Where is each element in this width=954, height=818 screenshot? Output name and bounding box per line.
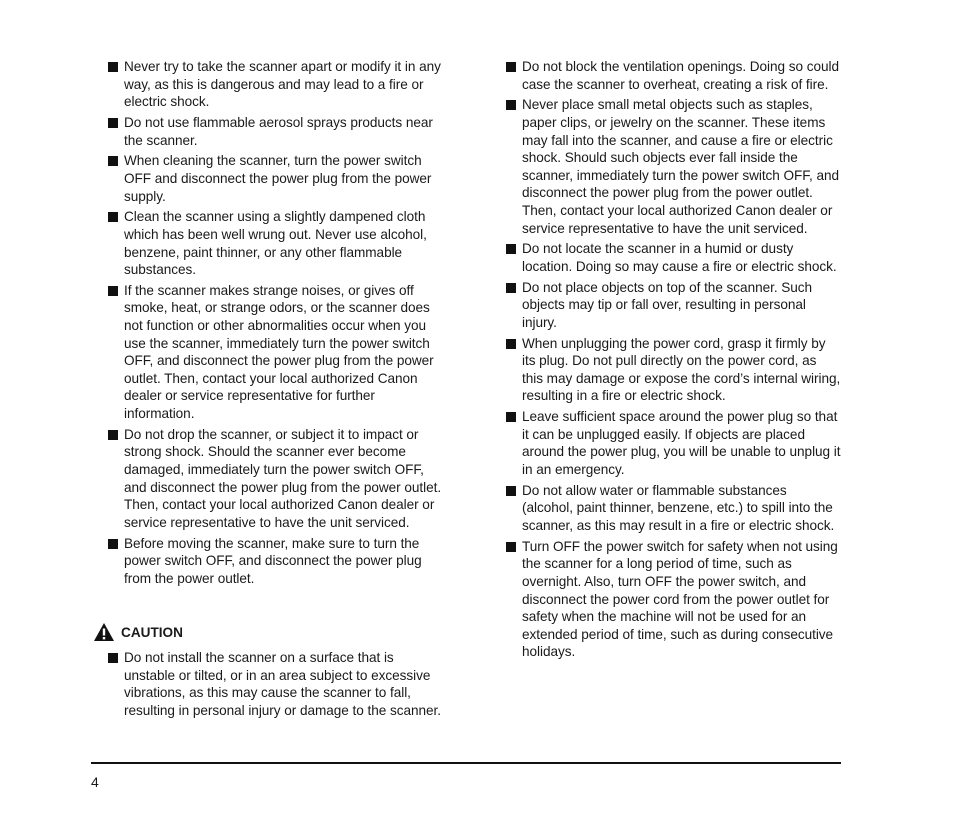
list-item-text: Do not block the ventilation openings. Doing so could case the scanner to overheat, creating a risk of fire. bbox=[522, 59, 840, 92]
square-bullet-icon bbox=[506, 339, 516, 349]
left-column bbox=[108, 58, 443, 591]
list-item bbox=[108, 535, 443, 588]
square-bullet-icon bbox=[108, 156, 118, 166]
square-bullet-icon bbox=[506, 412, 516, 422]
square-bullet-icon bbox=[108, 430, 118, 440]
list-item bbox=[108, 58, 443, 111]
list-item-text: If the scanner makes strange noises, or gives off smoke, heat, or strange odors, or the scanner does not function or other abnormalities occur when you use the scanner, immediately turn the power switch OFF, and disconnect the power plug from the power outlet. Then, contact your local authorized Canon dealer or service representative for further information. bbox=[124, 282, 434, 422]
square-bullet-icon bbox=[506, 283, 516, 293]
list-item-text: Never place small metal objects such as staples, paper clips, or jewelry on the scanner. These items may fall into the scanner, and cause a fire or electric shock. Should such objects ever fall inside the scanner, immediately turn the power switch OFF, and disconnect the power plug from the power outlet. Then, contact your local authorized Canon dealer or service representative to have the unit serviced. bbox=[522, 97, 840, 236]
list-item-text: Never try to take the scanner apart or modify it in any way, as this is dangerous and may lead to a fire or electric shock. bbox=[124, 59, 441, 110]
list-item-text: Do not install the scanner on a surface that is unstable or tilted, or in an area subject to excessive vibrations, as this may cause the scanner to fall, resulting in personal injury or damage to the scanner. bbox=[124, 650, 441, 718]
warning-triangle-icon bbox=[93, 622, 115, 642]
square-bullet-icon bbox=[506, 62, 516, 72]
list-item bbox=[108, 208, 443, 278]
list-item-text: Before moving the scanner, make sure to turn the power switch OFF, and disconnect the power plug from the power outlet. bbox=[124, 535, 422, 586]
square-bullet-icon bbox=[506, 244, 516, 254]
warning-list bbox=[108, 58, 443, 587]
square-bullet-icon bbox=[108, 212, 118, 222]
list-item bbox=[506, 408, 841, 478]
square-bullet-icon bbox=[108, 118, 118, 128]
list-item-text: Do not drop the scanner, or subject it to impact or strong shock. Should the scanner ever become damaged, immediately turn the power switch OFF, and disconnect the power plug from the power outlet. Then, contact your local authorized Canon dealer or service representative to have the unit serviced. bbox=[124, 426, 442, 530]
caution-title: CAUTION bbox=[121, 624, 183, 640]
list-item bbox=[108, 114, 443, 149]
list-item bbox=[506, 335, 841, 405]
footer-divider bbox=[91, 762, 841, 764]
square-bullet-icon bbox=[506, 542, 516, 552]
list-item bbox=[506, 96, 841, 237]
list-item bbox=[506, 482, 841, 535]
list-item bbox=[108, 282, 443, 423]
list-item-text: Turn OFF the power switch for safety when not using the scanner for a long period of time, such as overnight. Also, turn OFF the power switch, and disconnect the power cord from the power outlet for safety when the machine will not be used for an extended period of time, such as during consecutive holidays. bbox=[522, 538, 838, 660]
list-item-text: When unplugging the power cord, grasp it firmly by its plug. Do not pull directly on the power cord, as this may damage or expose the cord’s internal wiring, resulting in a fire or electric shock. bbox=[522, 335, 841, 404]
list-item bbox=[506, 240, 841, 275]
list-item bbox=[506, 279, 841, 332]
list-item-text: When cleaning the scanner, turn the power switch OFF and disconnect the power plug from the power supply. bbox=[124, 153, 432, 204]
list-item-text: Do not locate the scanner in a humid or dusty location. Doing so may cause a fire or electric shock. bbox=[522, 241, 837, 274]
caution-list bbox=[108, 649, 443, 719]
square-bullet-icon bbox=[108, 653, 118, 663]
list-item-text: Do not allow water or flammable substances (alcohol, paint thinner, benzene, etc.) to spill into the scanner, as this may result in a fire or electric shock. bbox=[522, 482, 835, 533]
list-item bbox=[506, 538, 841, 661]
page-number: 4 bbox=[91, 774, 99, 790]
list-item-text: Clean the scanner using a slightly dampened cloth which has been well wrung out. Never use alcohol, benzene, paint thinner, or any other flammable substances. bbox=[124, 209, 427, 278]
caution-heading bbox=[93, 622, 183, 642]
list-item bbox=[506, 58, 841, 93]
list-item-text: Do not place objects on top of the scanner. Such objects may tip or fall over, resulting in personal injury. bbox=[522, 279, 813, 330]
list-item-text: Leave sufficient space around the power plug so that it can be unplugged easily. If objects are placed around the power plug, you will be unable to unplug it in an emergency. bbox=[522, 409, 841, 477]
list-item bbox=[108, 426, 443, 532]
square-bullet-icon bbox=[506, 100, 516, 110]
caution-section bbox=[108, 649, 443, 723]
caution-list-continued bbox=[506, 58, 841, 661]
right-column bbox=[506, 58, 841, 664]
square-bullet-icon bbox=[108, 539, 118, 549]
list-item-text: Do not use flammable aerosol sprays products near the scanner. bbox=[124, 114, 433, 148]
square-bullet-icon bbox=[506, 486, 516, 496]
square-bullet-icon bbox=[108, 286, 118, 296]
list-item bbox=[108, 649, 443, 719]
list-item bbox=[108, 152, 443, 205]
square-bullet-icon bbox=[108, 62, 118, 72]
